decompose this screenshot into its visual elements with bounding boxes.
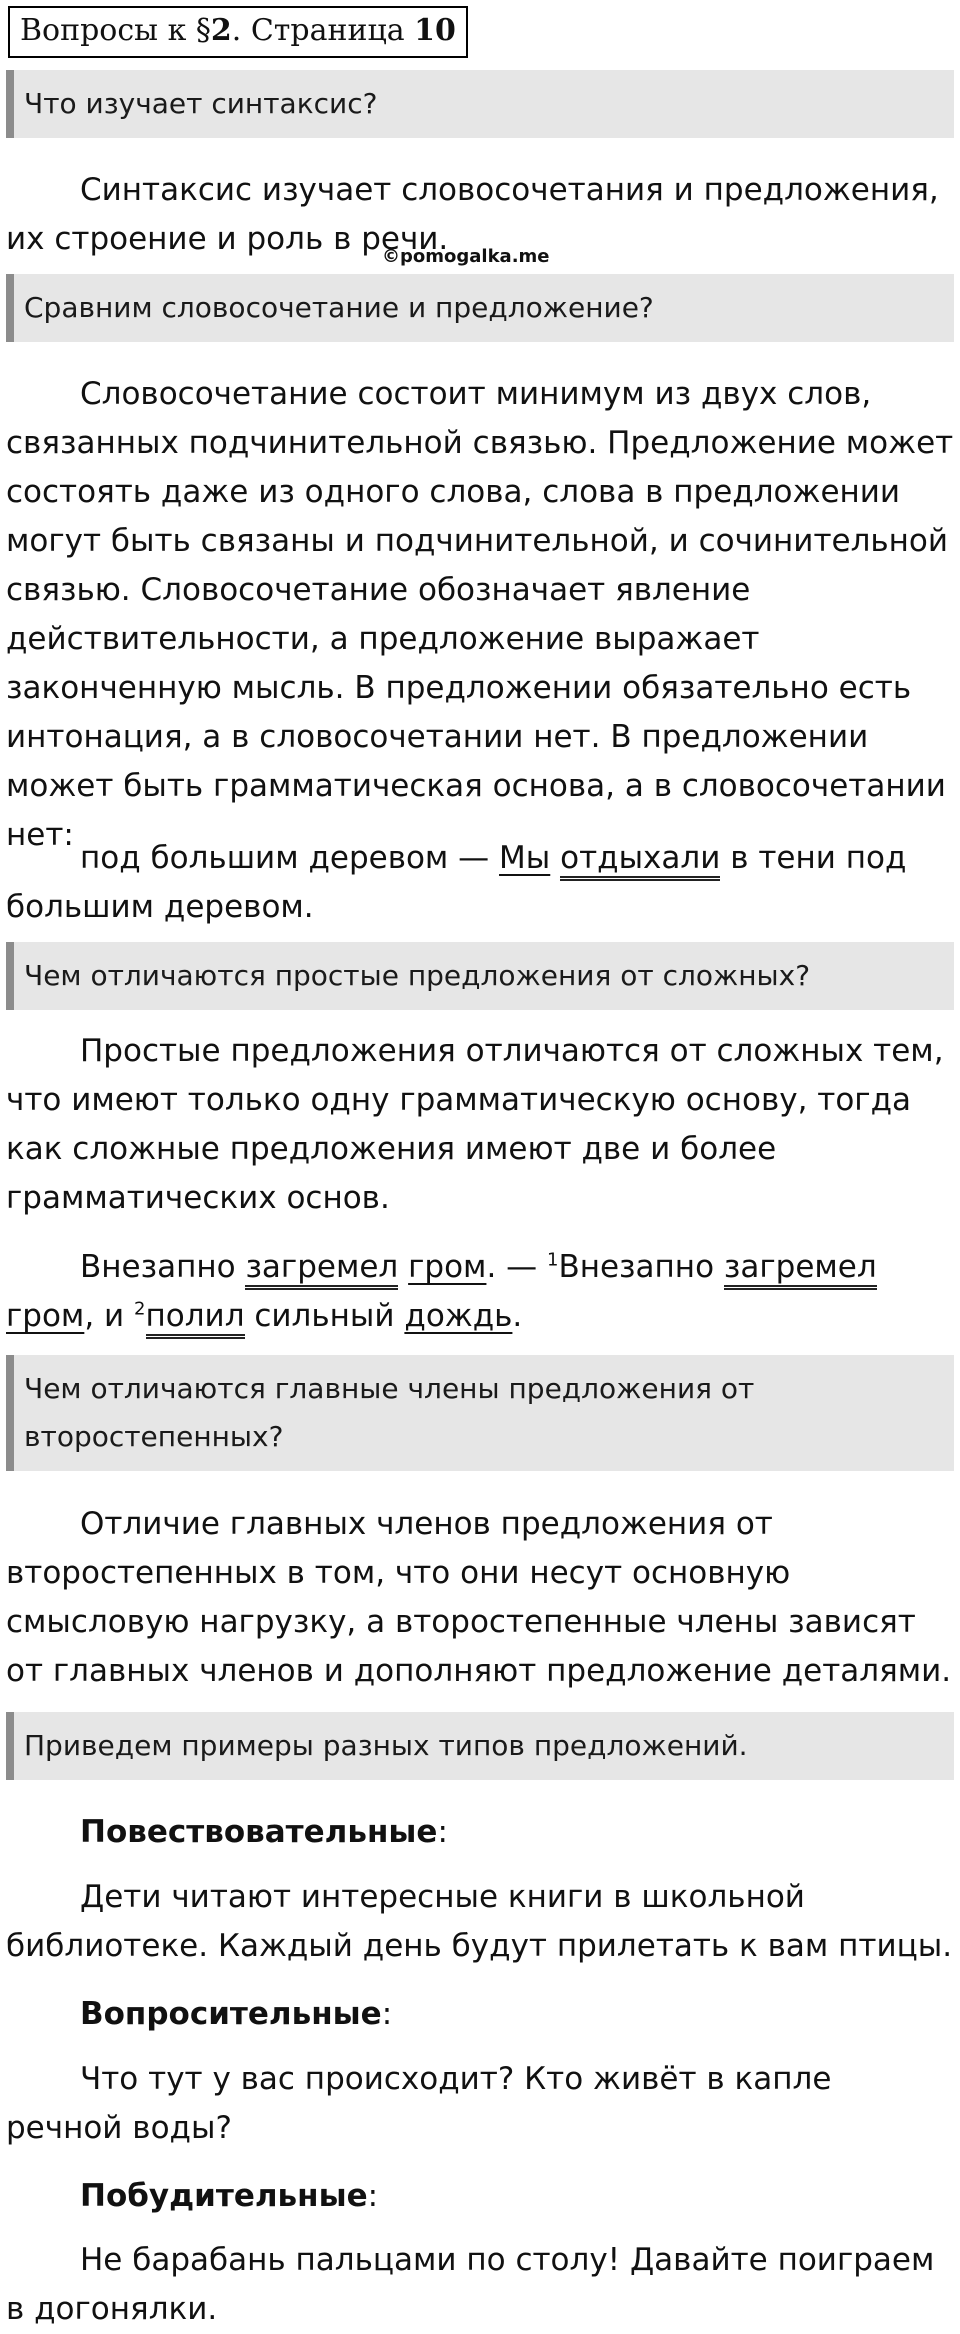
subject-word: гром [408,1249,487,1285]
heading-declarative: Повествовательные: [80,1814,448,1850]
answer-4: Отличие главных членов предложения от второстепенных в том, что они несут основную смысловую нагрузку, а второстепенные члены зависят от главных членов и дополняют предложение деталями. [6,1506,952,1689]
answer-3: Простые предложения отличаются от сложных тем, что имеют только одну грамматическую основу, тогда как сложные предложения имеют две и более грамматических основ. [6,1033,944,1216]
question-2: Сравним словосочетание и предложение? [6,274,954,342]
title-section: 2 [210,13,232,48]
predicate-word: загремел [245,1249,398,1290]
clause-number: 1 [547,1249,559,1271]
example-interrogative: Что тут у вас происходит? Кто живёт в капле речной воды? [6,2061,832,2146]
page-title [8,6,468,58]
title-prefix: Вопросы к § [20,13,211,48]
example-imperative: Не барабань пальцами по столу! Давайте поиграем в догонялки. [6,2242,935,2327]
subject-word: гром [6,1298,85,1334]
title-page-number: 10 [414,13,456,48]
question-3: Чем отличаются простые предложения от сложных? [6,942,954,1010]
example-declarative: Дети читают интересные книги в школьной библиотеке. Каждый день будут прилетать к вам птицы. [6,1879,953,1964]
predicate-word: отдыхали [560,840,720,881]
predicate-word: загремел [724,1249,877,1290]
subject-word: Мы [499,840,551,876]
example-3: Внезапно загремел гром. — $^1$Внезапно загремел гром, и $^2$полил сильный дождь. [6,1243,954,1341]
heading-imperative: Побудительные: [80,2178,379,2214]
clause-number: 2 [134,1298,146,1320]
question-4: Чем отличаются главные члены предложения от второстепенных? [6,1355,954,1471]
question-5: Приведем примеры разных типов предложений. [6,1712,954,1780]
watermark: ©pomogalka.me [382,246,550,267]
question-1: Что изучает синтаксис? [6,70,954,138]
answer-2: Словосочетание состоит минимум из двух слов, связанных подчинительной связью. Предложение может состоять даже из одного слова, слова в предложении могут быть связаны и подчинительной, и сочинительной связью. Словосочетание обозначает явление действительности, а предложение выражает законченную мысль. В предложении обязательно есть интонация, а в словосочетании нет. В предложении может быть грамматическая основа, а в словосочетании нет: [6,376,954,853]
subject-word: дождь [404,1298,513,1334]
predicate-word: полил [146,1298,245,1339]
answer-1: Синтаксис изучает словосочетания и предложения, их строение и роль в речи. [6,172,939,257]
heading-interrogative: Вопросительные: [80,1996,393,2032]
title-middle: . Страница [231,13,415,48]
example-2: под большим деревом — Мы отдыхали в тени под большим деревом. [6,840,907,925]
